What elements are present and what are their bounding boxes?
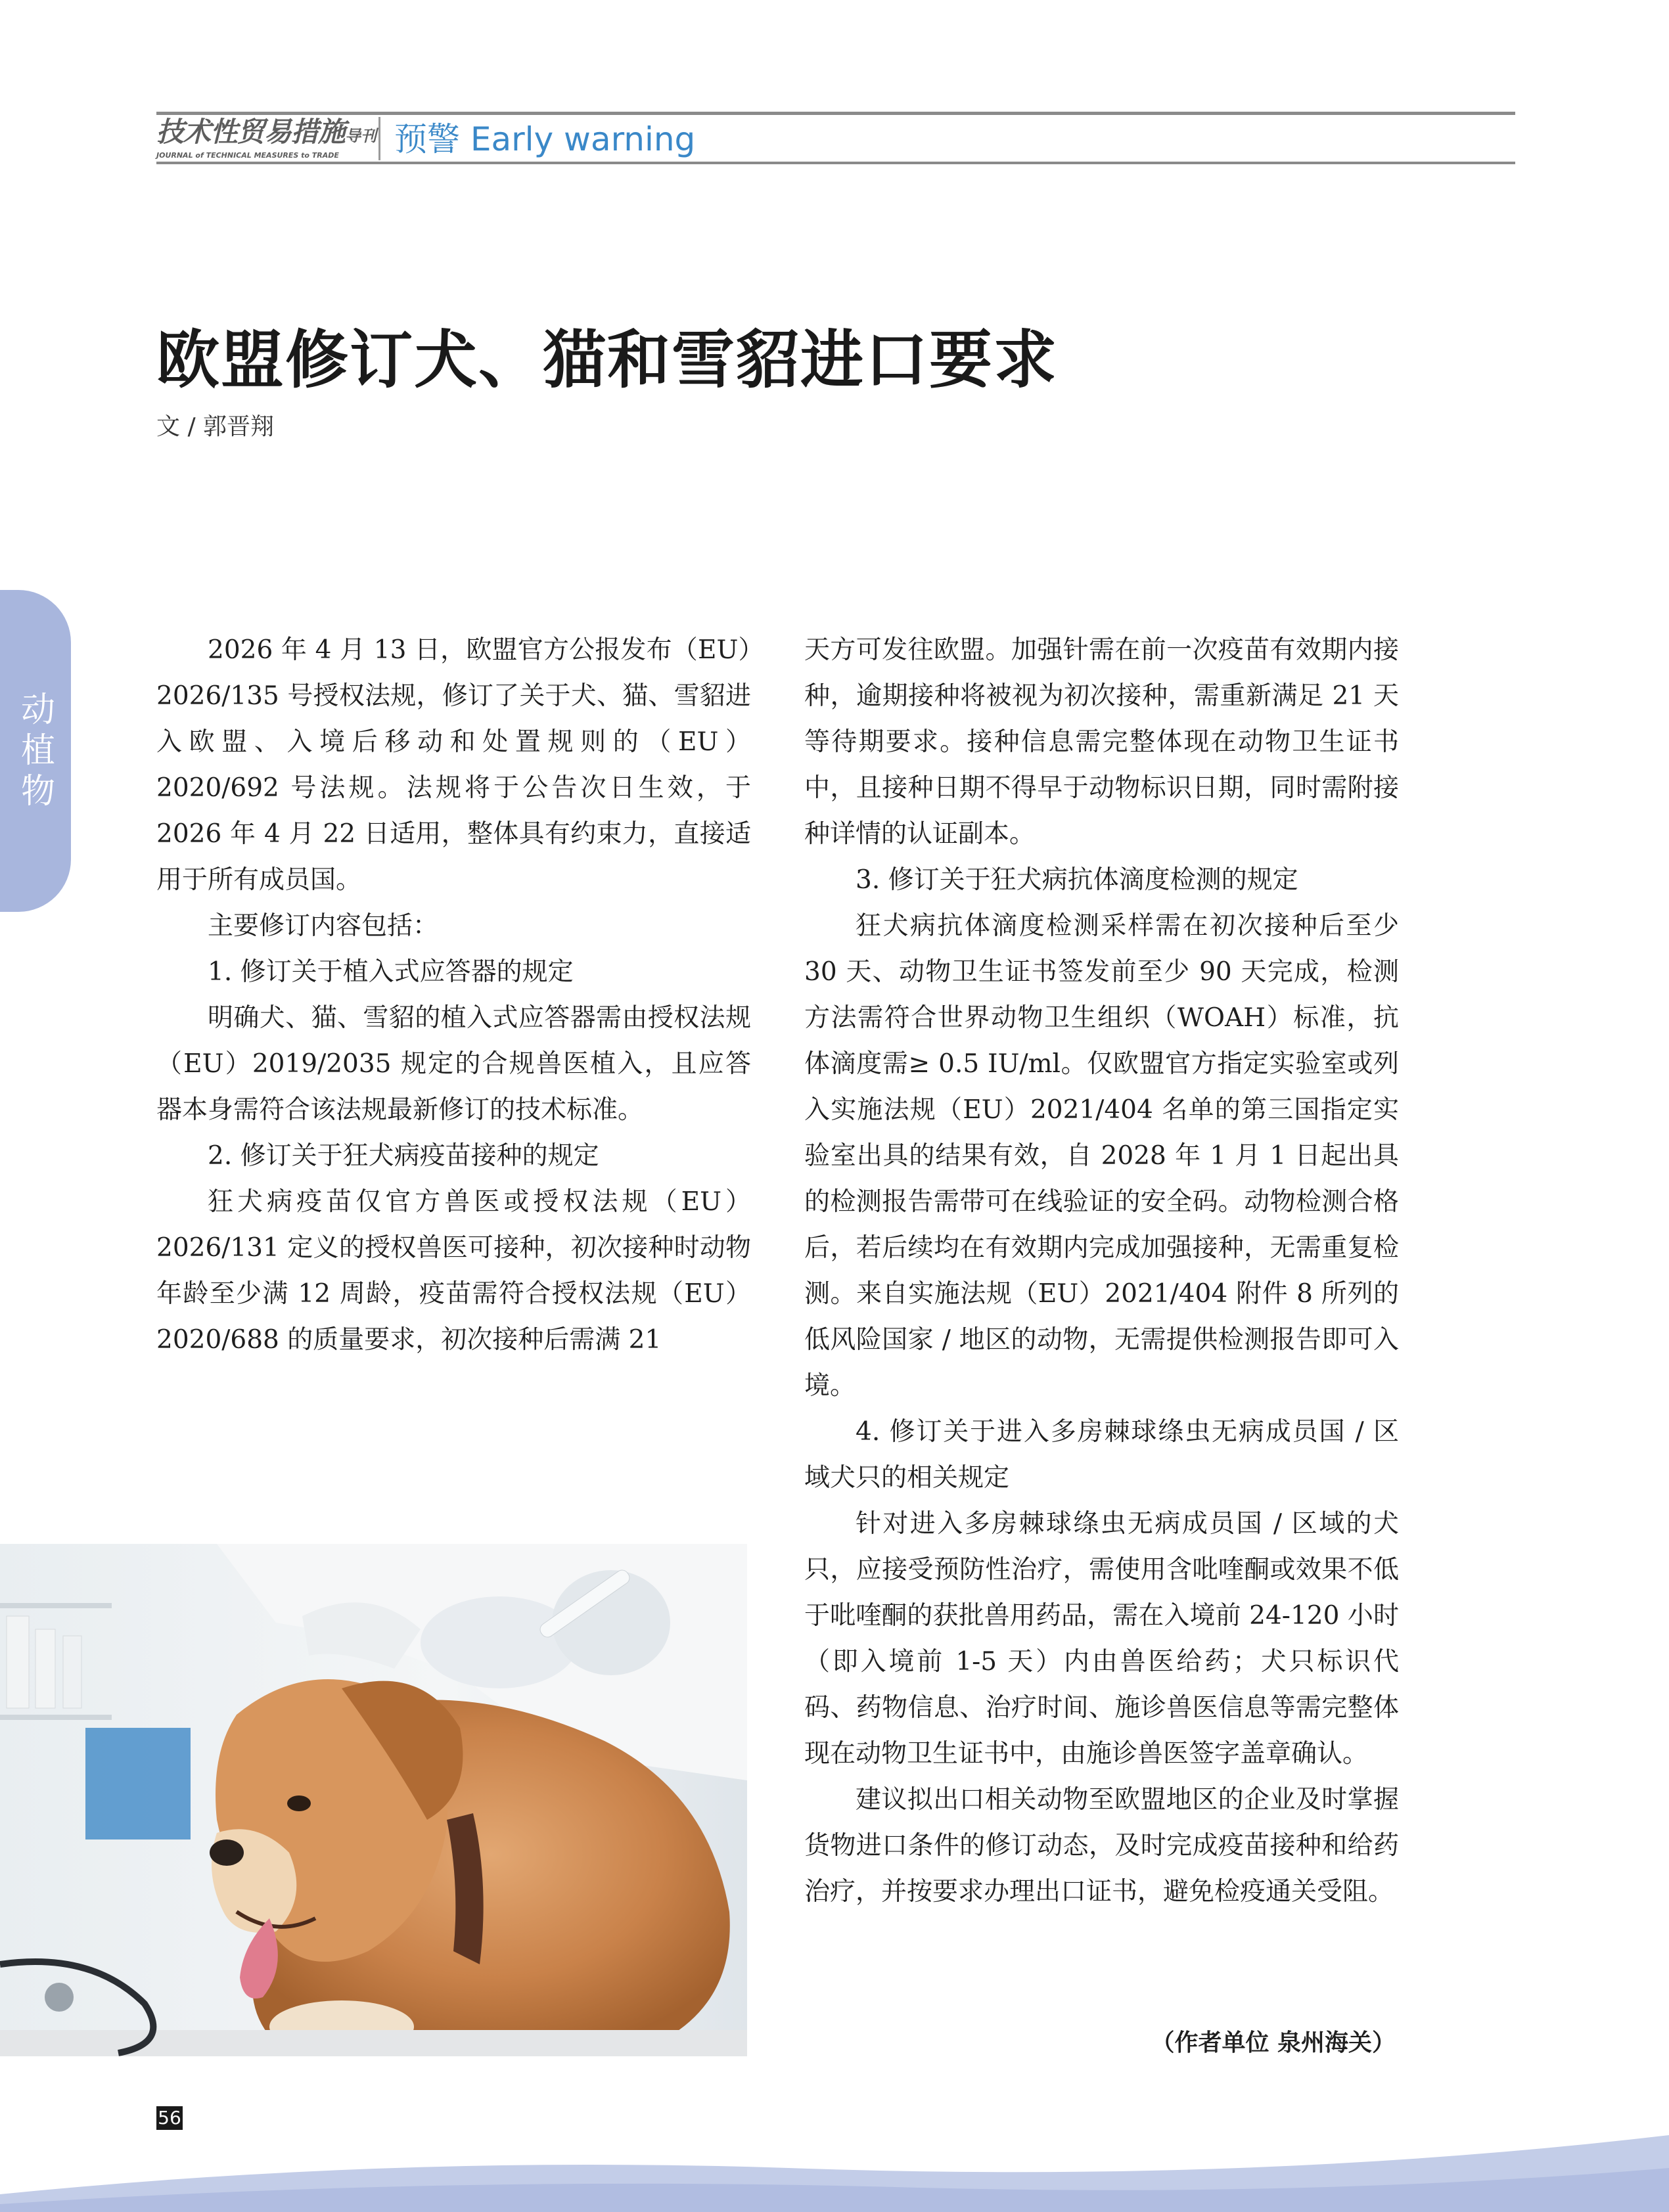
author-affiliation: （作者单位 泉州海关） <box>1151 2029 1396 2056</box>
page-number: 56 <box>156 2106 183 2130</box>
journal-logo <box>156 116 377 160</box>
paragraph: 主要修订内容包括： <box>208 911 439 941</box>
header-rule-top <box>156 112 1515 115</box>
section-heading: 3. 修订关于狂犬病抗体滴度检测的规定 <box>856 865 1298 895</box>
article-column-right <box>804 627 1399 1915</box>
journal-logo-subtitle: JOURNAL of TECHNICAL MEASURES to TRADE <box>156 151 339 160</box>
paragraph: 针对进入多房棘球绦虫无病成员国 / 区域的犬只，应接受预防性治疗，需使用含吡喹酮或效果不低于吡喹酮的获批兽用药品，需在入境前 24-120 小时（即入境前 1-5 天）内由兽医给药；犬只标识代码、药物信息、治疗时间、施诊兽医信息等需完整体现在动物卫生证书中，由施诊兽医签字盖章确认。 <box>804 1509 1399 1769</box>
header-divider <box>378 117 380 160</box>
paragraph: 明确犬、猫、雪貂的植入式应答器需由授权法规（EU）2019/2035 规定的合规兽医植入，且应答器本身需符合该法规最新修订的技术标准。 <box>156 1003 751 1125</box>
journal-logo-suffix: 导刊 <box>345 127 377 145</box>
paragraph: 2026 年 4 月 13 日，欧盟官方公报发布（EU）2026/135 号授权法规，修订了关于犬、猫、雪貂进入欧盟、入境后移动和处置规则的（EU）2020/692 号法规。法规将于公告次日生效，于 2026 年 4 月 22 日适用，整体具有约束力，直接适用于所有成员国。 <box>156 635 751 895</box>
article-column-left <box>156 627 751 1363</box>
article-title: 欧盟修订犬、猫和雪貂进口要求 <box>156 323 1058 397</box>
paragraph: 建议拟出口相关动物至欧盟地区的企业及时掌握货物进口条件的修订动态，及时完成疫苗接种和给药治疗，并按要求办理出口证书，避免检疫通关受阻。 <box>804 1785 1399 1907</box>
section-heading: 4. 修订关于进入多房棘球绦虫无病成员国 / 区域犬只的相关规定 <box>804 1417 1399 1493</box>
journal-logo-name: 技术性贸易措施 <box>156 116 346 148</box>
header-rule-bottom <box>156 162 1515 164</box>
section-heading: 1. 修订关于植入式应答器的规定 <box>208 957 574 987</box>
dog-vet-photo <box>0 1544 747 2056</box>
footer-wave-decoration <box>0 2096 1669 2212</box>
article-byline: 文 / 郭晋翔 <box>156 413 275 440</box>
paragraph-continued: 天方可发往欧盟。加强针需在前一次疫苗有效期内接种，逾期接种将被视为初次接种，需重新满足 21 天等待期要求。接种信息需完整体现在动物卫生证书中，且接种日期不得早于动物标识日期，同时需附接种详情的认证副本。 <box>804 635 1399 849</box>
side-category-label: 动植物 <box>20 690 55 811</box>
section-label: 预警 Early warning <box>394 120 696 158</box>
paragraph: 狂犬病疫苗仅官方兽医或授权法规（EU）2026/131 定义的授权兽医可接种，初次接种时动物年龄至少满 12 周龄，疫苗需符合授权法规（EU）2020/688 的质量要求，初次接种后需满 21 <box>156 1187 751 1355</box>
dog-illustration <box>0 1544 747 2056</box>
paragraph: 狂犬病抗体滴度检测采样需在初次接种后至少 30 天、动物卫生证书签发前至少 90 天完成，检测方法需符合世界动物卫生组织（WOAH）标准，抗体滴度需≥ 0.5 IU/ml。仅欧盟官方指定实验室或列入实施法规（EU）2021/404 名单的第三国指定实验室出具的结果有效，自 2028 年 1 月 1 日起出具的检测报告需带可在线验证的安全码。动物检测合格后，若后续均在有效期内完成加强接种，无需重复检测。来自实施法规（EU）2021/404 附件 8 所列的低风险国家 / 地区的动物，无需提供检测报告即可入境。 <box>804 911 1399 1401</box>
section-heading: 2. 修订关于狂犬病疫苗接种的规定 <box>208 1141 599 1171</box>
